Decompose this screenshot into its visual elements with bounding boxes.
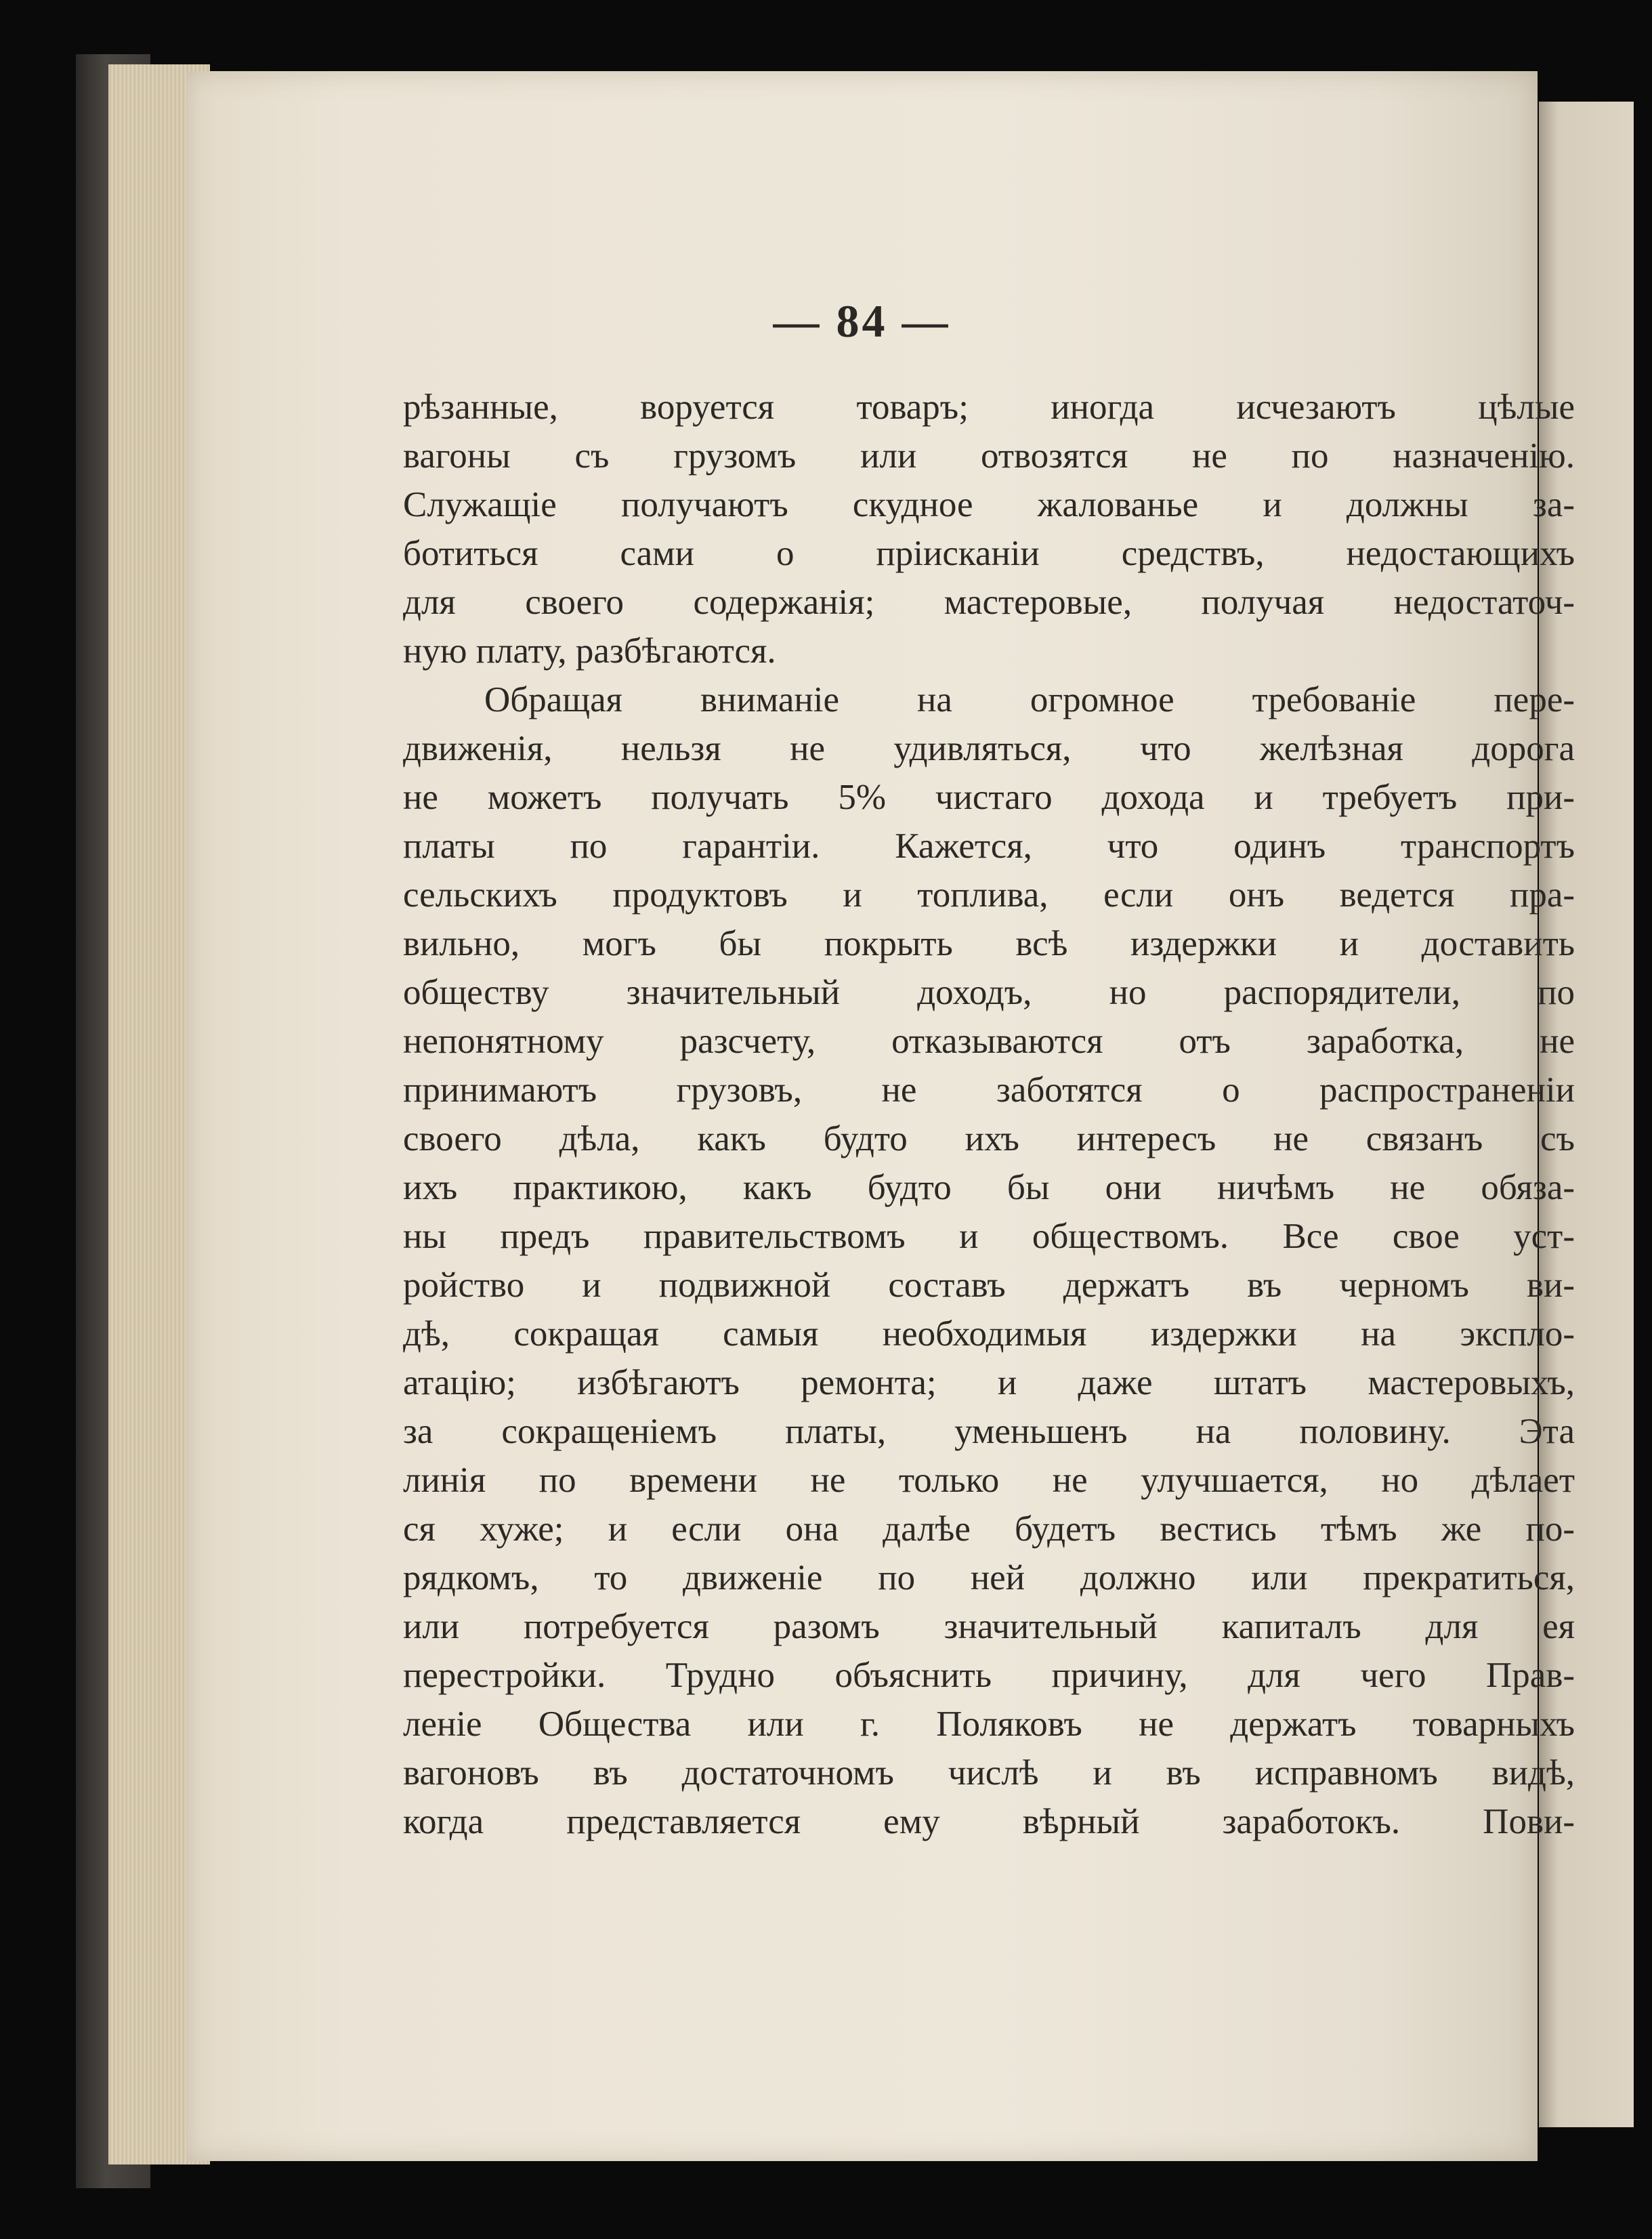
text-line: ся хуже; и если она далѣе будетъ вестись тѣмъ же по- bbox=[403, 1509, 1575, 1549]
text-line: рѣзанные, воруется товаръ; иногда исчезаютъ цѣлые bbox=[403, 388, 1575, 427]
text-line: вагоны съ грузомъ или отвозятся не по назначенію. bbox=[403, 436, 1575, 476]
text-line: рядкомъ, то движеніе по ней должно или прекратиться, bbox=[403, 1558, 1575, 1597]
book-page bbox=[186, 71, 1575, 2161]
text-line: за сокращеніемъ платы, уменьшенъ на половину. Эта bbox=[403, 1412, 1575, 1451]
text-line: непонятному разсчету, отказываются отъ заработка, не bbox=[403, 1022, 1575, 1061]
body-text bbox=[403, 383, 1575, 1846]
text-line: перестройки. Трудно объяснить причину, для чего Прав- bbox=[403, 1656, 1575, 1695]
text-line: обществу значительный доходъ, но распорядители, по bbox=[403, 973, 1575, 1012]
text-line: ройство и подвижной составъ держатъ въ черномъ ви- bbox=[403, 1265, 1575, 1305]
text-line: или потребуется разомъ значительный капиталъ для ея bbox=[403, 1607, 1575, 1646]
text-line: Обращая вниманіе на огромное требованіе пере- bbox=[484, 680, 1575, 719]
text-line: ны предъ правительствомъ и обществомъ. Все свое уст- bbox=[403, 1217, 1575, 1256]
text-line: вильно, могъ бы покрыть всѣ издержки и доставить bbox=[403, 924, 1575, 963]
text-line: когда представляется ему вѣрный заработокъ. Пови- bbox=[403, 1802, 1575, 1841]
text-line: Служащіе получаютъ скудное жалованье и должны за- bbox=[403, 485, 1575, 524]
text-line: своего дѣла, какъ будто ихъ интересъ не связанъ съ bbox=[403, 1119, 1575, 1158]
text-line: дѣ, сокращая самыя необходимыя издержки на экспло- bbox=[403, 1314, 1575, 1354]
page-number: — 84 — bbox=[773, 295, 951, 347]
text-line: платы по гарантіи. Кажется, что одинъ транспортъ bbox=[403, 826, 1575, 866]
text-line: вагоновъ въ достаточномъ числѣ и въ исправномъ видѣ, bbox=[403, 1753, 1575, 1793]
text-line: ихъ практикою, какъ будто бы они ничѣмъ не обяза- bbox=[403, 1168, 1575, 1207]
text-line: сельскихъ продуктовъ и топлива, если онъ ведется пра- bbox=[403, 875, 1575, 915]
text-line: принимаютъ грузовъ, не заботятся о распространеніи bbox=[403, 1070, 1575, 1110]
text-line: ную плату, разбѣгаются. bbox=[403, 631, 776, 671]
text-line: леніе Общества или г. Поляковъ не держатъ товарныхъ bbox=[403, 1704, 1575, 1744]
text-line: ботиться сами о пріисканіи средствъ, недостающихъ bbox=[403, 534, 1575, 573]
text-line: линія по времени не только не улучшается, но дѣлает bbox=[403, 1461, 1575, 1500]
text-line: атацію; избѣгаютъ ремонта; и даже штатъ мастеровыхъ, bbox=[403, 1363, 1575, 1402]
text-line: для своего содержанія; мастеровые, получая недостаточ- bbox=[403, 583, 1575, 622]
text-line: не можетъ получать 5% чистаго дохода и требуетъ при- bbox=[403, 778, 1575, 817]
text-line: движенія, нельзя не удивляться, что желѣзная дорога bbox=[403, 729, 1575, 768]
